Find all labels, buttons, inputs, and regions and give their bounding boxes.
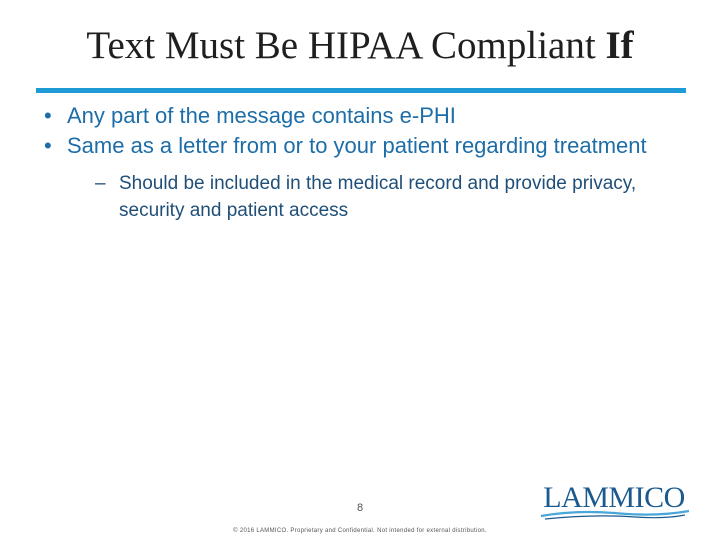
dash-bullet-icon: – <box>95 173 106 194</box>
sub-bullet-text: Should be included in the medical record and provide privacy, security and patient access <box>119 173 637 221</box>
page-number: 8 <box>356 502 364 514</box>
bullet-dot-icon: • <box>44 103 52 128</box>
bullet-dot-icon: • <box>44 133 52 158</box>
bullet-text: Any part of the message contains e-PHI <box>67 103 456 128</box>
lammico-logo <box>535 480 693 522</box>
bullet-text: Same as a letter from or to your patient regarding treatment <box>67 133 647 158</box>
slide-title-text: Text Must Be HIPAA Compliant <box>86 24 606 67</box>
slide-title-bold-word: If <box>605 24 634 67</box>
slide-title <box>0 22 720 70</box>
title-divider-rule <box>36 88 686 93</box>
sub-bullet-list <box>67 170 684 224</box>
bullet-list <box>44 102 684 226</box>
bullet-item <box>44 132 684 224</box>
logo-wordmark: LAMMICO <box>543 481 685 514</box>
footer-disclaimer: © 2016 LAMMICO. Proprietary and Confidential. Not intended for external distribution. <box>233 528 487 534</box>
sub-bullet-item <box>67 170 684 224</box>
bullet-item <box>44 102 684 130</box>
logo-swoosh-secondary <box>545 515 685 519</box>
